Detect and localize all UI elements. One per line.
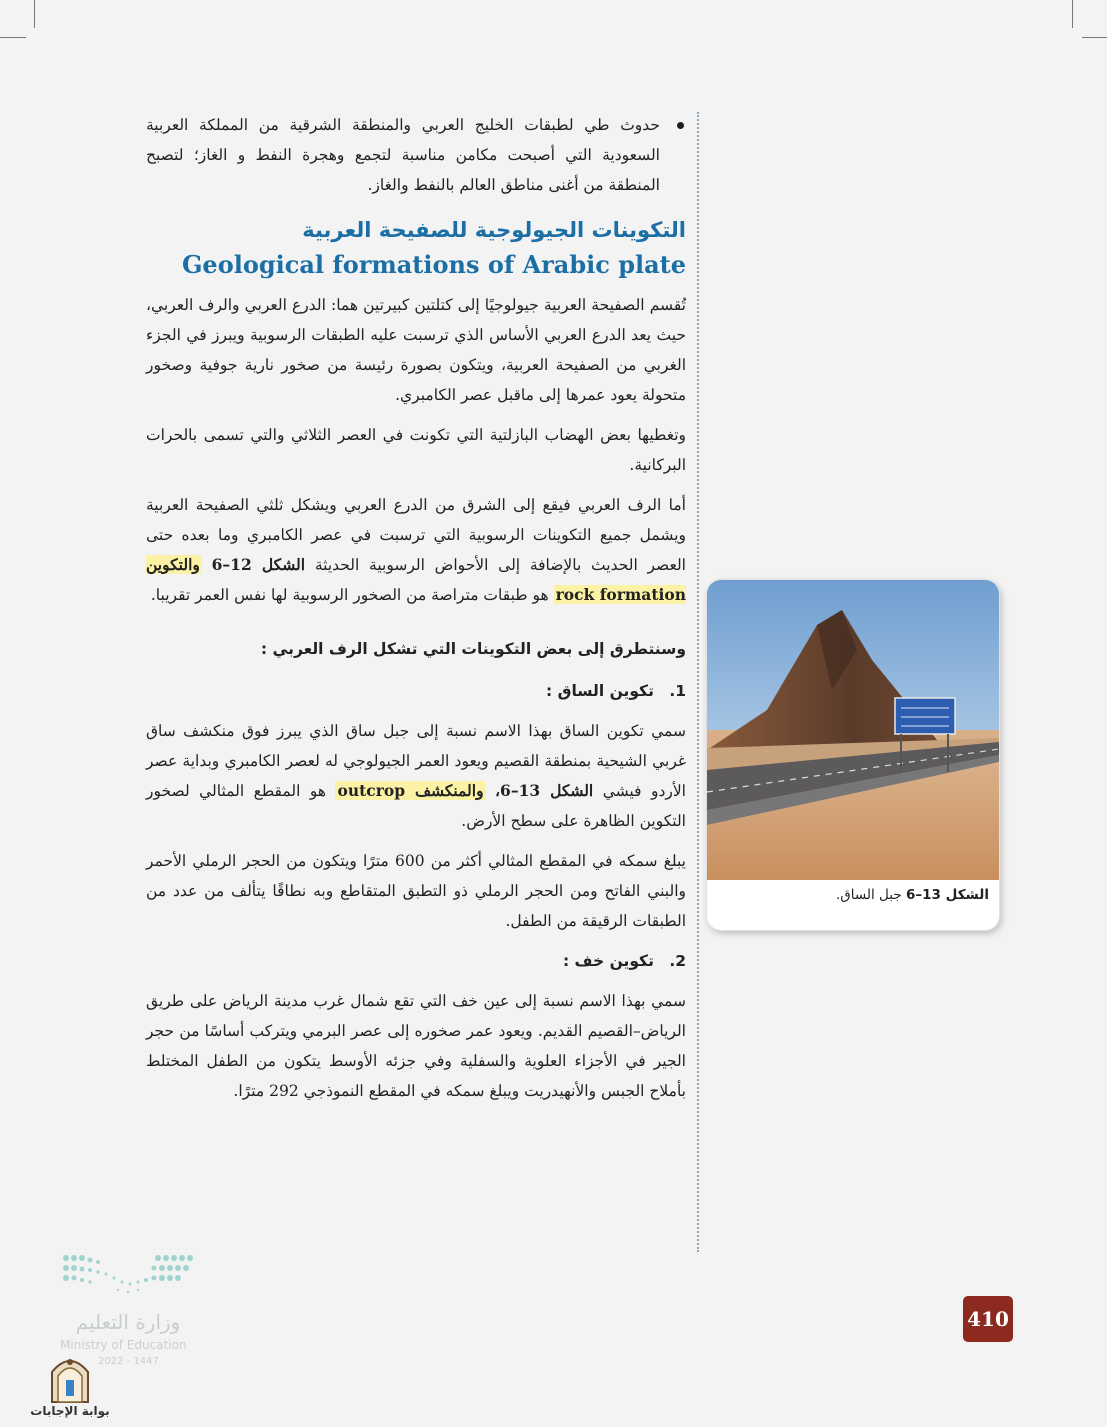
numbered-heading: [146, 676, 686, 706]
highlighted-term: والمنكشف outcrop: [337, 781, 484, 800]
crop-mark: [1072, 0, 1073, 28]
item-title: تكوين خف :: [562, 952, 654, 970]
main-text-column: [146, 110, 686, 1116]
paragraph-text: هو المقطع المثالي لصخور التكوين الظاهرة على سطح الأرض.: [146, 782, 686, 830]
figure-reference: الشكل 13–6،: [495, 781, 594, 800]
ministry-name-english: Ministry of Education: [60, 1338, 187, 1352]
portal-logo-icon: [30, 1352, 110, 1404]
bullet-icon: [677, 122, 684, 129]
crop-mark: [1082, 37, 1107, 38]
figure-reference: الشكل 12–6: [211, 555, 306, 574]
page-number: 410: [963, 1296, 1013, 1342]
portal-label: بوابة الإجابات: [30, 1404, 110, 1418]
paragraph-text: هو طبقات متراصة من الصخور الرسوبية لها نفس العمر تقريبا.: [150, 586, 549, 604]
mountain-photo: [707, 580, 999, 880]
bullet-item: [146, 110, 686, 200]
crop-mark: [0, 37, 26, 38]
section-title-arabic: التكوينات الجيولوجية للصفيحة العربية: [302, 218, 686, 242]
numbered-heading: [146, 946, 686, 976]
paragraph-text: سمي تكوين الساق بهذا الاسم نسبة إلى جبل ساق الذي يبرز فوق منكشف ساق غربي الشيحية بمنطقة القصيم ويعود العمر الجيولوجي له لعصر الكامبري وبداية عصر الأردو فيشي: [146, 722, 686, 800]
bullet-text: حدوث طي لطبقات الخليج العربي والمنطقة الشرقية من المملكة العربية السعودية التي أصبحت مكامن مناسبة لتجمع وهجرة النفط و الغاز؛ لتصبح المنطقة من أغنى مناطق العالم بالنفط والغاز.: [146, 116, 660, 194]
item-number: 2.: [669, 952, 686, 970]
paragraph: [146, 490, 686, 610]
paragraph: سمي بهذا الاسم نسبة إلى عين خف التي تقع شمال غرب مدينة الرياض على طريق الرياض–القصيم القديم. ويعود عمر صخوره إلى عصر البرمي ويتركب أساسًا من حجر الجير في الأجزاء العلوية والسفلية وفي جزئه الأوسط يتكون من الطفل المختلط بأملاح الجبس والأنهيدريت ويبلغ سمكه في المقطع النموذجي 292 مترًا.: [146, 992, 686, 1100]
ministry-year: 2022 - 1447: [98, 1356, 159, 1367]
figure-reference: الشكل 13–6: [906, 887, 989, 903]
section-title-english: Geological formations of Arabic plate: [181, 250, 686, 279]
item-title: تكوين الساق :: [546, 682, 654, 700]
dots-pattern-icon: [58, 1252, 198, 1302]
figure-caption: [836, 887, 989, 903]
highlighted-term: والتكوين rock formation: [146, 555, 686, 604]
column-divider: [697, 112, 699, 1252]
paragraph-text: أما الرف العربي فيقع إلى الشرق من الدرع العربي ويشكل ثلثي الصفيحة العربية ويشمل جميع التكوينات الرسوبية التي ترسبت في عصر الكامبري وما بعده حتى العصر الحديث بالإضافة إلى الأحواض الرسوبية الحديثة: [146, 496, 686, 574]
paragraph: [146, 716, 686, 836]
ministry-name-arabic: وزارة التعليم: [75, 1310, 181, 1334]
paragraph: تُقسم الصفيحة العربية جيولوجيًا إلى كتلتين كبيرتين هما: الدرع العربي والرف العربي، حيث يعد الدرع العربي الأساس الذي ترسبت عليه الطبقات الرسوبية ويبرز في الجزء الغربي من الصفيحة العربية، ويتكون بصورة رئيسة من صخور نارية جوفية وصخور متحولة يعود عمرها إلى ماقبل عصر الكامبري.: [146, 296, 686, 404]
portal-watermark: [30, 1352, 110, 1422]
paragraph: وتغطيها بعض الهضاب البازلتية التي تكونت في العصر الثلاثي والتي تسمى بالحرات البركانية.: [146, 426, 686, 474]
figure-card: [707, 580, 999, 930]
crop-mark: [34, 0, 35, 28]
paragraph: يبلغ سمكه في المقطع المثالي أكثر من 600 مترًا ويتكون من الحجر الرملي الأحمر والبني الفاتح ومن الحجر الرملي ذو التطبق المتقاطع وبه نطاقًا يتألف من عدد من الطبقات الرقيقة من الطفل.: [146, 852, 686, 930]
item-number: 1.: [669, 682, 686, 700]
subsection-lead: وسنتطرق إلى بعض التكوينات التي تشكل الرف العربي :: [260, 640, 686, 658]
caption-text: جبل الساق.: [835, 887, 902, 903]
